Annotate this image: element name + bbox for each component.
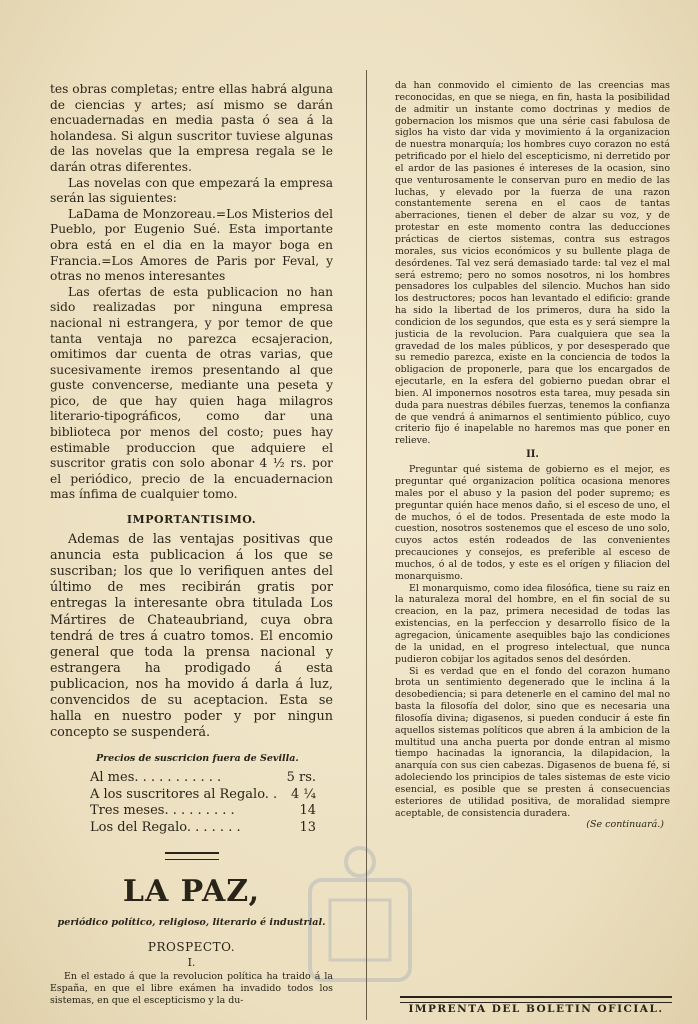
paragraph-novelas-intro: Las novelas con que empezará la empresa serán las siguientes: [50,175,333,206]
section-number: II. [526,449,539,461]
price-value: 5 rs. [286,770,316,786]
paragraph-preguntar: Preguntar qué sistema de gobierno es el mejor, es preguntar qué organizacion política ocasiona menores males por el abuso y la pasion del poder supremo; es preguntar quién hace menos daño, si el esceso de uno, el de muchos, ó el de todos. Presentada de este modo la cuestion, nosotros sostenemos que el esceso de uno solo, cuyos actos estén rodeados de las convenientes precauciones y consejos, es preferible al esceso de muchos, ó al de todos, y este es el orígen y filiacion del monarquismo. [395,464,670,582]
continuation-note: (Se continuará.) [586,819,664,831]
prices-title: Precios de suscricion fuera de Sevilla. [96,753,299,765]
section-divider [165,852,219,860]
price-label: Al mes. . . . . . . . . . . [90,770,222,786]
price-label: Tres meses. . . . . . . . . [90,803,235,819]
paragraph-novelas-list: LaDama de Monzoreau.=Los Misterios del Pueblo, por Eugenio Sué. Esta importante obra está en el dia en la mayor boga en Francia.=Los Amores de Paris por Feval, y otras no menos interesantes [50,206,333,284]
paragraph-obras: tes obras completas; entre ellas habrá alguna de ciencias y artes; así mismo se darán encuadernadas en media pasta ó sea á la holandesa. Si algun suscritor tuviese algunas de las novelas que la empresa regala se le darán otras diferentes. [50,82,333,174]
price-value: 14 [299,803,316,819]
paragraph-prospecto-cont: da han conmovido el cimiento de las creencias mas reconocidas, en que se niega, en fin, hasta la posibilidad de admitir un instante como doctrinas y medios de gobernacion los mismos que una série casi fabulosa de siglos ha visto dar vida y movimiento á la organizacion de nuestra monarquía; los hombres cuyo corazon no está petrificado por el hielo del escepticismo, ni derretido por el ardor de las pasiones é intereses de la ocasion, sino que venturosamente le conservan puro en medio de las luchas, y elevado por la fuerza de una razon constantemente serena en el caos de tantas aberraciones, tienen el deber de alzar su voz, y de protestar en este momento contra las deducciones prácticas de ciertos sistemas, contra sus estragos morales, sus vicios económicos y su bullente plaga de desórdenes. Tal vez será demasiado tarde: tal vez el mal será estremo; pero no somos nosotros, ni los hombres pensadores los culpables del silencio. Muchos han sido los destructores; pocos han levantado el edificio: grande ha sido la libertad de los primeros, dura ha sido la condicion de los segundos, que esta es y será siempre la justicia de la revolucion. Para cualquiera que sea la gravedad de los males públicos, y por desesperado que su remedio parezca, existe en la conciencia de todos la obligacion de proponerle, para que los encargados de ejecutarle, en la esfera del gobierno puedan obrar el bien. Al imponernos nosotros esta tarea, muy pesada sin duda para nuestras débiles fuerzas, tenemos la confianza de que vendrá á animarnos el sentimiento público, cuyo criterio fijo é inapelable no haremos mas que poner en relieve. [395,80,670,447]
footer-divider [400,996,672,1003]
printer-imprint: IMPRENTA DEL BOLETIN OFICIAL. [408,1003,664,1015]
left-column [50,82,333,1007]
price-row [90,803,316,820]
paragraph-corazon: Si es verdad que en el fondo del corazon humano brota un sentimiento degenerado que le inclina á la desobediencia; si para detenerle en el camino del mal no basta la filosofía del dolor, sino que es necesaria una filosofía divina; digasenos, si pueden conducir á este fin aquellos sistemas políticos que abren á la ambicion de la multitud una ancha puerta por donde entran al mismo tiempo hacinadas la ignorancia, la dilapidacion, la anarquía con sus cien cabezas. Digasenos de buena fé, si adoleciendo los principios de tales sistemas de este vicio esencial, es posible que se presten á consecuencias esteriores de utilidad positiva, de moralidad siempre aceptable, de consistencia duradera. [395,665,670,819]
price-row [90,820,316,837]
price-label: Los del Regalo. . . . . . . [90,819,241,835]
section-number: I. [187,956,196,970]
prospecto-heading: PROSPECTO. [147,940,236,955]
price-label: A los suscritores al Regalo. . [90,786,278,802]
masthead-title: LA PAZ, [122,874,261,910]
price-row [90,770,316,787]
column-divider [366,70,367,1020]
price-value: 13 [299,819,316,835]
price-value: 4 ¼ [290,786,316,802]
paragraph-monarquismo: El monarquismo, como idea filosófica, tiene su raiz en la naturaleza moral del hombre, en el fin social de su creacion, en la paz, primera necesidad de todas las existencias, en la perfeccion y desarrollo físico de la agregacion, únicamente asequibles bajo las condiciones de la unidad, en el progreso intelectual, que nunca pudieron cobijar los agitados senos del desórden. [395,582,670,665]
paragraph-ofertas: Las ofertas de esta publicacion no han sido realizadas por ninguna empresa nacional ni estrangera, y por temor de que tanta ventaja no parezca ecsajeracion, omitimos dar cuenta de otras varias, que sucesivamente iremos presentando al que guste convencerse, mediante una peseta y pico, de que hay quien haga milagros literario-tipográficos, como dar una biblioteca por menos del costo; pues hay estimable produccion que adquiere el suscritor gratis con solo abonar 4 ½ rs. por el periódico, precio de la encuadernacion mas ínfima de cualquier tomo. [50,284,333,502]
paragraph-prospecto-start: En el estado á que la revolucion política ha traido á la España, en que el libre exámen ha invadido todos los sistemas, en que el escepticismo y la du- [50,971,333,1006]
right-column [395,80,670,830]
price-table [50,770,333,836]
masthead-subtitle: periódico político, religioso, literario é industrial. [57,917,326,929]
section-heading-importantisimo: IMPORTANTISIMO. [126,513,257,527]
price-row [90,787,316,804]
paragraph-ventajas: Ademas de las ventajas positivas que anuncia esta publicacion á los que se suscriban; los que lo verifiquen antes del último de mes recibirán gratis por entregas la interesante obra titulada Los Mártires de Chateaubriand, cuya obra tendrá de tres á cuatro tomos. El encomio general que toda la prensa nacional y estrangera ha prodigado á esta publicacion, nos ha movido á darla á luz, convencidos de su aceptacion. Esta se halla en nuestro poder y por ningun concepto se suspenderá. [50,532,333,741]
